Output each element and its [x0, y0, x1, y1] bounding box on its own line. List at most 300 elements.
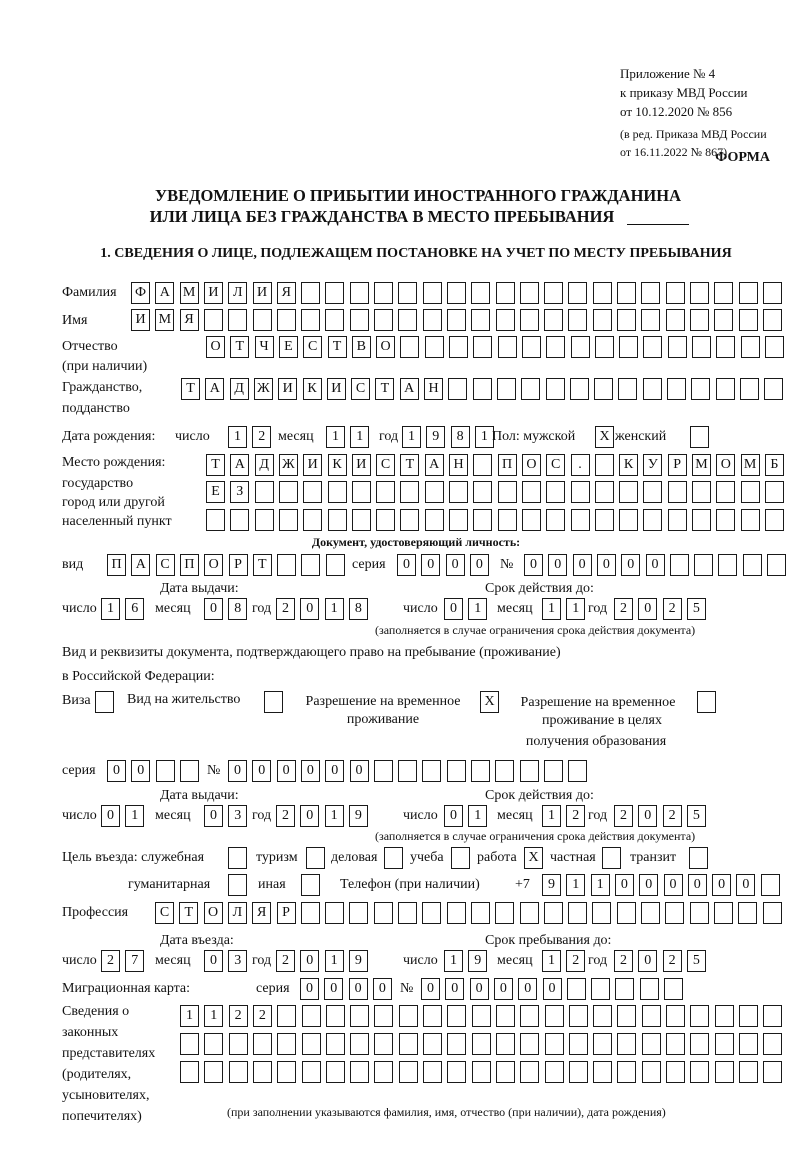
representatives-line-1-cell[interactable]: 2: [229, 1005, 248, 1027]
birthplace-line-2-cell[interactable]: [765, 481, 784, 503]
fields-surname-cell[interactable]: [617, 282, 636, 304]
birthplace-line-2-cell[interactable]: [328, 481, 347, 503]
representatives-line-1-cell[interactable]: [277, 1005, 296, 1027]
representatives-line-2-cell[interactable]: [229, 1033, 248, 1055]
fields-id-doc-type-cell[interactable]: О: [204, 554, 223, 576]
fields-citizenship-cell[interactable]: [764, 378, 783, 400]
birthplace-line-3-cell[interactable]: [449, 509, 468, 531]
fields-permit-valid-month-cell[interactable]: 1: [542, 805, 561, 827]
fields-profession-cell[interactable]: [471, 902, 490, 924]
fields-permit-valid-day-cell[interactable]: 1: [468, 805, 487, 827]
fields-id-doc-valid-year-cell[interactable]: 0: [638, 598, 657, 620]
fields-migration-card-number-cell[interactable]: [567, 978, 586, 1000]
birthplace-line-1-cell[interactable]: Т: [206, 454, 225, 476]
fields-citizenship-cell[interactable]: [643, 378, 662, 400]
representatives-line-1-cell[interactable]: [496, 1005, 515, 1027]
fields-name-cell[interactable]: [447, 309, 466, 331]
birthplace-line-2-cell[interactable]: [619, 481, 638, 503]
representatives-line-1-cell[interactable]: 1: [180, 1005, 199, 1027]
representatives-line-1-cell[interactable]: [302, 1005, 321, 1027]
fields-stay-until-month-cell[interactable]: 2: [566, 950, 585, 972]
fields-id-doc-series-cell[interactable]: 0: [397, 554, 416, 576]
birthplace-line-3-cell[interactable]: [498, 509, 517, 531]
fields-migration-card-number-cell[interactable]: [615, 978, 634, 1000]
representatives-line-2-cell[interactable]: [423, 1033, 442, 1055]
fields-profession-cell[interactable]: Р: [277, 902, 296, 924]
birthplace-line-3-cell[interactable]: [668, 509, 687, 531]
fields-stay-until-year-cell[interactable]: 2: [614, 950, 633, 972]
birthplace-line-1-cell[interactable]: К: [328, 454, 347, 476]
birthplace-line-2-cell[interactable]: З: [230, 481, 249, 503]
fields-id-doc-series-cell[interactable]: 0: [446, 554, 465, 576]
fields-surname-cell[interactable]: [568, 282, 587, 304]
fields-patronymic-cell[interactable]: [741, 336, 760, 358]
representatives-line-2-cell[interactable]: [617, 1033, 636, 1055]
fields-citizenship-cell[interactable]: Ж: [254, 378, 273, 400]
representatives-line-2-cell[interactable]: [545, 1033, 564, 1055]
fields-purpose-tourism-cell[interactable]: [306, 847, 325, 869]
birthplace-line-3-cell[interactable]: [303, 509, 322, 531]
representatives-line-3-cell[interactable]: [569, 1061, 588, 1083]
fields-phone-cell[interactable]: 0: [712, 874, 731, 896]
representatives-line-2-cell[interactable]: [520, 1033, 539, 1055]
fields-surname-cell[interactable]: [544, 282, 563, 304]
birthplace-line-1-cell[interactable]: Н: [449, 454, 468, 476]
fields-citizenship-cell[interactable]: [546, 378, 565, 400]
representatives-line-1-cell[interactable]: [399, 1005, 418, 1027]
fields-surname-cell[interactable]: [593, 282, 612, 304]
birthplace-line-1-cell[interactable]: К: [619, 454, 638, 476]
fields-profession-cell[interactable]: С: [155, 902, 174, 924]
fields-profession-cell[interactable]: [568, 902, 587, 924]
fields-entry-month-cell[interactable]: 3: [228, 950, 247, 972]
representatives-line-3-cell[interactable]: [666, 1061, 685, 1083]
fields-profession-cell[interactable]: [349, 902, 368, 924]
representatives-line-3-cell[interactable]: [715, 1061, 734, 1083]
fields-permit-issue-year-cell[interactable]: 1: [325, 805, 344, 827]
fields-permit-number-cell[interactable]: 0: [325, 760, 344, 782]
fields-surname-cell[interactable]: Ф: [131, 282, 150, 304]
fields-id-doc-series-cell[interactable]: 0: [470, 554, 489, 576]
fields-phone-cell[interactable]: 9: [542, 874, 561, 896]
fields-purpose-work-cell[interactable]: X: [524, 847, 543, 869]
fields-permit-number-cell[interactable]: [398, 760, 417, 782]
fields-id-doc-number-cell[interactable]: 0: [573, 554, 592, 576]
fields-permit-number-cell[interactable]: [374, 760, 393, 782]
fields-permit-number-cell[interactable]: [520, 760, 539, 782]
representatives-line-2-cell[interactable]: [496, 1033, 515, 1055]
birthplace-line-2-cell[interactable]: [498, 481, 517, 503]
fields-sex-male-cell[interactable]: X: [595, 426, 614, 448]
representatives-line-3-cell[interactable]: [374, 1061, 393, 1083]
fields-name-cell[interactable]: [520, 309, 539, 331]
birthplace-line-3-cell[interactable]: [255, 509, 274, 531]
fields-patronymic-cell[interactable]: О: [376, 336, 395, 358]
fields-surname-cell[interactable]: А: [155, 282, 174, 304]
fields-entry-month-cell[interactable]: 0: [204, 950, 223, 972]
representatives-line-3-cell[interactable]: [447, 1061, 466, 1083]
fields-surname-cell[interactable]: [423, 282, 442, 304]
fields-phone-cell[interactable]: 0: [688, 874, 707, 896]
fields-migration-card-number-cell[interactable]: [664, 978, 683, 1000]
fields-profession-cell[interactable]: [544, 902, 563, 924]
fields-surname-cell[interactable]: Я: [277, 282, 296, 304]
representatives-line-3-cell[interactable]: [642, 1061, 661, 1083]
fields-patronymic-cell[interactable]: [571, 336, 590, 358]
fields-permit-number-cell[interactable]: [568, 760, 587, 782]
fields-id-doc-valid-year-cell[interactable]: 5: [687, 598, 706, 620]
birthplace-line-2-cell[interactable]: [400, 481, 419, 503]
fields-id-doc-issue-year-cell[interactable]: 2: [276, 598, 295, 620]
representatives-line-2-cell[interactable]: [763, 1033, 782, 1055]
representatives-line-1-cell[interactable]: [350, 1005, 369, 1027]
representatives-line-2-cell[interactable]: [472, 1033, 491, 1055]
fields-permit-issue-month-cell[interactable]: 3: [228, 805, 247, 827]
representatives-line-1-cell[interactable]: [739, 1005, 758, 1027]
fields-purpose-other-cell[interactable]: [301, 874, 320, 896]
fields-citizenship-cell[interactable]: А: [400, 378, 419, 400]
fields-surname-cell[interactable]: И: [204, 282, 223, 304]
fields-permit-number-cell[interactable]: 0: [252, 760, 271, 782]
birthplace-line-1-cell[interactable]: С: [546, 454, 565, 476]
fields-permit-series-cell[interactable]: [180, 760, 199, 782]
birthplace-line-1-cell[interactable]: [473, 454, 492, 476]
birthplace-line-3-cell[interactable]: [206, 509, 225, 531]
birthplace-line-3-cell[interactable]: [643, 509, 662, 531]
fields-profession-cell[interactable]: О: [204, 902, 223, 924]
birthplace-line-3-cell[interactable]: [400, 509, 419, 531]
representatives-line-3-cell[interactable]: [229, 1061, 248, 1083]
representatives-line-3-cell[interactable]: [253, 1061, 272, 1083]
fields-stay-until-year-cell[interactable]: 2: [663, 950, 682, 972]
representatives-line-2-cell[interactable]: [642, 1033, 661, 1055]
fields-citizenship-cell[interactable]: С: [351, 378, 370, 400]
fields-phone-cell[interactable]: 0: [664, 874, 683, 896]
fields-patronymic-cell[interactable]: [425, 336, 444, 358]
fields-surname-cell[interactable]: [374, 282, 393, 304]
fields-permit-issue-year-cell[interactable]: 2: [276, 805, 295, 827]
fields-citizenship-cell[interactable]: [448, 378, 467, 400]
representatives-line-1-cell[interactable]: [569, 1005, 588, 1027]
fields-profession-cell[interactable]: [422, 902, 441, 924]
birthplace-line-3-cell[interactable]: [230, 509, 249, 531]
representatives-line-1-cell[interactable]: [642, 1005, 661, 1027]
representatives-line-1-cell[interactable]: [326, 1005, 345, 1027]
fields-surname-cell[interactable]: М: [180, 282, 199, 304]
fields-id-doc-issue-year-cell[interactable]: 0: [300, 598, 319, 620]
fields-stay-until-year-cell[interactable]: 0: [638, 950, 657, 972]
birthplace-line-1-cell[interactable]: И: [352, 454, 371, 476]
fields-citizenship-cell[interactable]: Т: [181, 378, 200, 400]
representatives-line-3-cell[interactable]: [763, 1061, 782, 1083]
fields-permit-issue-day-cell[interactable]: 1: [125, 805, 144, 827]
fields-profession-cell[interactable]: [763, 902, 782, 924]
fields-id-doc-type-cell[interactable]: [301, 554, 320, 576]
fields-name-cell[interactable]: [496, 309, 515, 331]
fields-id-doc-number-cell[interactable]: 0: [548, 554, 567, 576]
birthplace-line-2-cell[interactable]: [473, 481, 492, 503]
birthplace-line-2-cell[interactable]: [522, 481, 541, 503]
birthplace-line-3-cell[interactable]: [279, 509, 298, 531]
fields-profession-cell[interactable]: [325, 902, 344, 924]
fields-surname-cell[interactable]: [520, 282, 539, 304]
fields-profession-cell[interactable]: Т: [179, 902, 198, 924]
birthplace-line-2-cell[interactable]: [376, 481, 395, 503]
fields-id-doc-valid-day-cell[interactable]: 0: [444, 598, 463, 620]
fields-surname-cell[interactable]: [690, 282, 709, 304]
representatives-line-1-cell[interactable]: [617, 1005, 636, 1027]
fields-id-doc-issue-day-cell[interactable]: 1: [101, 598, 120, 620]
fields-birth-month-cell[interactable]: 1: [350, 426, 369, 448]
fields-phone-cell[interactable]: 1: [591, 874, 610, 896]
fields-permit-type-residence-cell[interactable]: [264, 691, 283, 713]
birthplace-line-1-cell[interactable]: П: [498, 454, 517, 476]
fields-surname-cell[interactable]: [714, 282, 733, 304]
fields-name-cell[interactable]: [301, 309, 320, 331]
fields-id-doc-type-cell[interactable]: Т: [253, 554, 272, 576]
birthplace-line-1-cell[interactable]: М: [692, 454, 711, 476]
representatives-line-3-cell[interactable]: [204, 1061, 223, 1083]
fields-patronymic-cell[interactable]: [522, 336, 541, 358]
fields-id-doc-number-cell[interactable]: 0: [524, 554, 543, 576]
fields-entry-year-cell[interactable]: 2: [276, 950, 295, 972]
fields-name-cell[interactable]: [471, 309, 490, 331]
representatives-line-3-cell[interactable]: [277, 1061, 296, 1083]
fields-migration-card-number-cell[interactable]: [591, 978, 610, 1000]
fields-profession-cell[interactable]: [665, 902, 684, 924]
fields-id-doc-issue-year-cell[interactable]: 1: [325, 598, 344, 620]
birthplace-line-1-cell[interactable]: С: [376, 454, 395, 476]
fields-permit-number-cell[interactable]: [447, 760, 466, 782]
fields-stay-until-day-cell[interactable]: 1: [444, 950, 463, 972]
fields-permit-valid-month-cell[interactable]: 2: [566, 805, 585, 827]
fields-patronymic-cell[interactable]: [619, 336, 638, 358]
fields-id-doc-valid-month-cell[interactable]: 1: [566, 598, 585, 620]
birthplace-line-3-cell[interactable]: [546, 509, 565, 531]
fields-id-doc-type-cell[interactable]: С: [156, 554, 175, 576]
fields-name-cell[interactable]: [593, 309, 612, 331]
birthplace-line-3-cell[interactable]: [619, 509, 638, 531]
fields-patronymic-cell[interactable]: [498, 336, 517, 358]
fields-surname-cell[interactable]: [325, 282, 344, 304]
representatives-line-1-cell[interactable]: [763, 1005, 782, 1027]
fields-id-doc-valid-day-cell[interactable]: 1: [468, 598, 487, 620]
fields-patronymic-cell[interactable]: Е: [279, 336, 298, 358]
fields-patronymic-cell[interactable]: [473, 336, 492, 358]
birthplace-line-3-cell[interactable]: [352, 509, 371, 531]
birthplace-line-3-cell[interactable]: [376, 509, 395, 531]
representatives-line-2-cell[interactable]: [277, 1033, 296, 1055]
fields-sex-female-cell[interactable]: [690, 426, 709, 448]
fields-migration-card-series-cell[interactable]: 0: [349, 978, 368, 1000]
birthplace-line-1-cell[interactable]: У: [643, 454, 662, 476]
fields-purpose-humanitarian-cell[interactable]: [228, 874, 247, 896]
fields-id-doc-number-cell[interactable]: [670, 554, 689, 576]
fields-migration-card-number-cell[interactable]: 0: [518, 978, 537, 1000]
fields-surname-cell[interactable]: [301, 282, 320, 304]
fields-id-doc-number-cell[interactable]: [743, 554, 762, 576]
fields-permit-issue-year-cell[interactable]: 9: [349, 805, 368, 827]
birthplace-line-1-cell[interactable]: [595, 454, 614, 476]
fields-id-doc-valid-year-cell[interactable]: 2: [614, 598, 633, 620]
birthplace-line-3-cell[interactable]: [522, 509, 541, 531]
fields-permit-number-cell[interactable]: 0: [350, 760, 369, 782]
fields-id-doc-valid-month-cell[interactable]: 1: [542, 598, 561, 620]
fields-profession-cell[interactable]: [520, 902, 539, 924]
birthplace-line-3-cell[interactable]: [692, 509, 711, 531]
birthplace-line-1-cell[interactable]: Т: [400, 454, 419, 476]
representatives-line-3-cell[interactable]: [545, 1061, 564, 1083]
fields-birth-month-cell[interactable]: 1: [326, 426, 345, 448]
fields-permit-number-cell[interactable]: 0: [228, 760, 247, 782]
fields-name-cell[interactable]: [544, 309, 563, 331]
fields-profession-cell[interactable]: [592, 902, 611, 924]
representatives-line-2-cell[interactable]: [350, 1033, 369, 1055]
fields-profession-cell[interactable]: [374, 902, 393, 924]
fields-citizenship-cell[interactable]: [667, 378, 686, 400]
fields-purpose-official-cell[interactable]: [228, 847, 247, 869]
fields-birth-year-cell[interactable]: 1: [475, 426, 494, 448]
fields-permit-number-cell[interactable]: 0: [277, 760, 296, 782]
representatives-line-2-cell[interactable]: [326, 1033, 345, 1055]
representatives-line-1-cell[interactable]: 1: [204, 1005, 223, 1027]
fields-migration-card-number-cell[interactable]: 0: [421, 978, 440, 1000]
fields-id-doc-number-cell[interactable]: 0: [646, 554, 665, 576]
birthplace-line-3-cell[interactable]: [328, 509, 347, 531]
fields-migration-card-series-cell[interactable]: 0: [300, 978, 319, 1000]
representatives-line-2-cell[interactable]: [302, 1033, 321, 1055]
fields-id-doc-type-cell[interactable]: [277, 554, 296, 576]
fields-name-cell[interactable]: Я: [180, 309, 199, 331]
fields-id-doc-valid-year-cell[interactable]: 2: [663, 598, 682, 620]
fields-name-cell[interactable]: [374, 309, 393, 331]
representatives-line-3-cell[interactable]: [326, 1061, 345, 1083]
fields-surname-cell[interactable]: [447, 282, 466, 304]
fields-name-cell[interactable]: [325, 309, 344, 331]
fields-permit-issue-day-cell[interactable]: 0: [101, 805, 120, 827]
representatives-line-1-cell[interactable]: [593, 1005, 612, 1027]
birthplace-line-3-cell[interactable]: [765, 509, 784, 531]
representatives-line-1-cell[interactable]: [472, 1005, 491, 1027]
fields-migration-card-number-cell[interactable]: 0: [445, 978, 464, 1000]
fields-id-doc-type-cell[interactable]: Р: [229, 554, 248, 576]
fields-id-doc-number-cell[interactable]: [767, 554, 786, 576]
fields-name-cell[interactable]: М: [155, 309, 174, 331]
birthplace-line-1-cell[interactable]: А: [425, 454, 444, 476]
fields-phone-cell[interactable]: 0: [615, 874, 634, 896]
fields-profession-cell[interactable]: [301, 902, 320, 924]
fields-patronymic-cell[interactable]: Ч: [255, 336, 274, 358]
fields-name-cell[interactable]: И: [131, 309, 150, 331]
fields-permit-valid-year-cell[interactable]: 2: [663, 805, 682, 827]
fields-permit-valid-year-cell[interactable]: 5: [687, 805, 706, 827]
fields-surname-cell[interactable]: Л: [228, 282, 247, 304]
birthplace-line-1-cell[interactable]: Ж: [279, 454, 298, 476]
fields-patronymic-cell[interactable]: В: [352, 336, 371, 358]
fields-surname-cell[interactable]: И: [253, 282, 272, 304]
fields-surname-cell[interactable]: [350, 282, 369, 304]
representatives-line-3-cell[interactable]: [399, 1061, 418, 1083]
fields-profession-cell[interactable]: Я: [252, 902, 271, 924]
fields-id-doc-type-cell[interactable]: П: [107, 554, 126, 576]
fields-citizenship-cell[interactable]: И: [278, 378, 297, 400]
fields-patronymic-cell[interactable]: [692, 336, 711, 358]
fields-phone-cell[interactable]: 1: [566, 874, 585, 896]
birthplace-line-1-cell[interactable]: М: [741, 454, 760, 476]
fields-profession-cell[interactable]: [495, 902, 514, 924]
birthplace-line-2-cell[interactable]: [546, 481, 565, 503]
fields-citizenship-cell[interactable]: [473, 378, 492, 400]
representatives-line-1-cell[interactable]: [545, 1005, 564, 1027]
fields-name-cell[interactable]: [228, 309, 247, 331]
representatives-line-2-cell[interactable]: [715, 1033, 734, 1055]
fields-permit-valid-year-cell[interactable]: 2: [614, 805, 633, 827]
representatives-line-3-cell[interactable]: [302, 1061, 321, 1083]
fields-patronymic-cell[interactable]: [595, 336, 614, 358]
representatives-line-3-cell[interactable]: [180, 1061, 199, 1083]
fields-name-cell[interactable]: [666, 309, 685, 331]
representatives-line-1-cell[interactable]: [666, 1005, 685, 1027]
representatives-line-2-cell[interactable]: [180, 1033, 199, 1055]
birthplace-line-2-cell[interactable]: [352, 481, 371, 503]
fields-permit-number-cell[interactable]: [471, 760, 490, 782]
birthplace-line-1-cell[interactable]: И: [303, 454, 322, 476]
representatives-line-2-cell[interactable]: [569, 1033, 588, 1055]
fields-name-cell[interactable]: [763, 309, 782, 331]
fields-permit-valid-day-cell[interactable]: 0: [444, 805, 463, 827]
birthplace-line-1-cell[interactable]: .: [571, 454, 590, 476]
fields-permit-issue-year-cell[interactable]: 0: [300, 805, 319, 827]
fields-name-cell[interactable]: [739, 309, 758, 331]
fields-citizenship-cell[interactable]: [716, 378, 735, 400]
representatives-line-1-cell[interactable]: [520, 1005, 539, 1027]
fields-surname-cell[interactable]: [496, 282, 515, 304]
fields-id-doc-issue-month-cell[interactable]: 8: [228, 598, 247, 620]
birthplace-line-2-cell[interactable]: [716, 481, 735, 503]
fields-citizenship-cell[interactable]: [570, 378, 589, 400]
fields-citizenship-cell[interactable]: [740, 378, 759, 400]
birthplace-line-3-cell[interactable]: [741, 509, 760, 531]
representatives-line-1-cell[interactable]: 2: [253, 1005, 272, 1027]
birthplace-line-3-cell[interactable]: [473, 509, 492, 531]
representatives-line-3-cell[interactable]: [496, 1061, 515, 1083]
fields-profession-cell[interactable]: Л: [228, 902, 247, 924]
fields-id-doc-number-cell[interactable]: 0: [597, 554, 616, 576]
fields-permit-number-cell[interactable]: [495, 760, 514, 782]
fields-birth-year-cell[interactable]: 9: [426, 426, 445, 448]
birthplace-line-2-cell[interactable]: [571, 481, 590, 503]
fields-id-doc-series-cell[interactable]: 0: [421, 554, 440, 576]
fields-profession-cell[interactable]: [447, 902, 466, 924]
fields-name-cell[interactable]: [398, 309, 417, 331]
fields-migration-card-number-cell[interactable]: 0: [494, 978, 513, 1000]
fields-id-doc-number-cell[interactable]: [694, 554, 713, 576]
fields-surname-cell[interactable]: [471, 282, 490, 304]
fields-migration-card-series-cell[interactable]: 0: [324, 978, 343, 1000]
birthplace-line-3-cell[interactable]: [571, 509, 590, 531]
fields-patronymic-cell[interactable]: Т: [328, 336, 347, 358]
birthplace-line-2-cell[interactable]: [595, 481, 614, 503]
fields-citizenship-cell[interactable]: Т: [375, 378, 394, 400]
fields-surname-cell[interactable]: [398, 282, 417, 304]
fields-patronymic-cell[interactable]: [765, 336, 784, 358]
fields-patronymic-cell[interactable]: [400, 336, 419, 358]
fields-citizenship-cell[interactable]: Н: [424, 378, 443, 400]
fields-permit-number-cell[interactable]: [422, 760, 441, 782]
birthplace-line-3-cell[interactable]: [595, 509, 614, 531]
fields-purpose-study-cell[interactable]: [451, 847, 470, 869]
representatives-line-3-cell[interactable]: [472, 1061, 491, 1083]
